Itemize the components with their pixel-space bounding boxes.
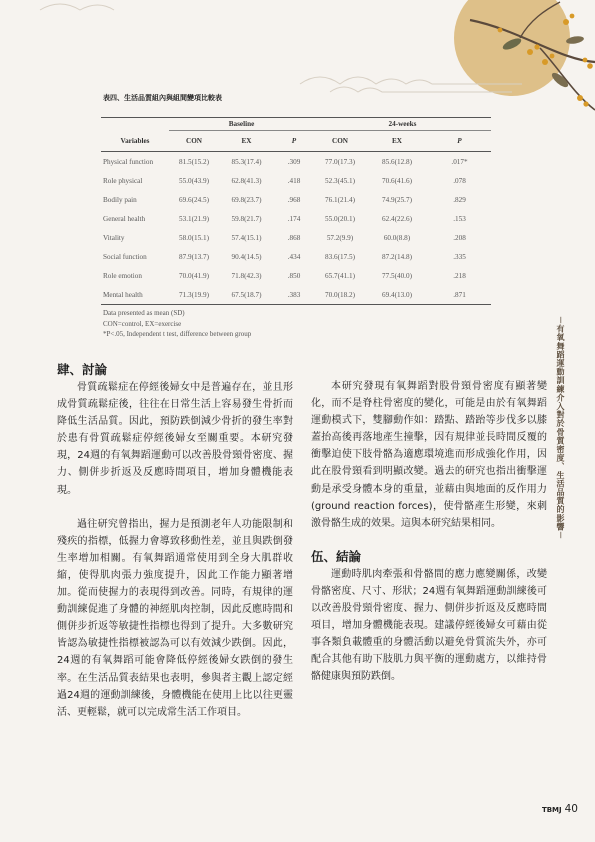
table-cell: .829	[453, 195, 466, 204]
body-paragraph: 運動時肌肉牽張和骨骼間的應力應變關係，改變骨骼密度、尺寸、形狀；24週有氧舞蹈運動訓練後可以改善股骨頸骨密度、握力、側併步折返及反應時間項目，增加身體機能表現。建議停經後婦女可藉由從事各類負載體重的身體活動以避免骨質流失外，亦可配合其他有助下肢肌力與平衡的運動處方，以維持骨骼健康與預防跌倒。	[311, 568, 547, 683]
table-row	[101, 285, 491, 305]
quality-of-life-table-block	[101, 93, 491, 340]
table-cell: .153	[453, 214, 466, 223]
table-cell: 55.0(43.9)	[179, 176, 209, 185]
table-row	[101, 171, 491, 190]
quality-of-life-table	[101, 117, 491, 305]
table-cell: .871	[428, 285, 491, 305]
table-cell: 71.8(42.3)	[231, 271, 262, 280]
table-cell: 62.8(41.3)	[231, 176, 262, 185]
table-cell: 57.2(9.9)	[326, 233, 354, 242]
running-title-vertical: －有氧舞蹈運動訓練介入對於骨質密度、生活品質的影響－	[556, 316, 565, 540]
table-cell: General health	[103, 214, 146, 223]
table-row	[101, 266, 491, 285]
table-cell: Role physical	[103, 176, 143, 185]
table-cell: 70.6(41.6)	[382, 176, 412, 185]
table-cell: 59.8(21.7)	[231, 214, 262, 223]
table-cell: 70.0(18.2)	[314, 285, 366, 305]
table-note: CON=control, EX=exercise	[103, 319, 182, 328]
table-cell: 77.5(40.0)	[382, 271, 412, 280]
table-cell: .850	[287, 271, 301, 280]
table-row	[101, 190, 491, 209]
table-cell: 65.7(41.1)	[325, 271, 355, 280]
table-cell: 85.6(12.8)	[382, 157, 412, 166]
table-cell: 74.9(25.7)	[382, 195, 412, 204]
column-header: CON	[169, 131, 219, 152]
table-cell: 83.6(17.5)	[325, 252, 355, 261]
group-header-24-weeks: 24-weeks	[314, 118, 491, 131]
table-row	[101, 209, 491, 228]
cloud-decoration	[40, 4, 522, 92]
table-cell: .335	[453, 252, 466, 261]
table-cell: .078	[453, 176, 466, 185]
page-footer	[542, 803, 578, 815]
body-paragraph: 本研究發現有氧舞蹈對股骨頸骨密度有顯著變化，而不是脊柱骨密度的變化，可能是由於有氧舞蹈運動模式下，雙腳動作如：踏點、踏跆等步伐多以膝蓋抬高後再落地產生撞擊，因有規律並長時間反覆的衝擊迫使下肢骨骼為適應環境進而形成強化作用，因此在股骨頸看到明顯改變。過去的研究也指出衝擊運動是承受身體本身的重量，並藉由與地面的反作用力(ground reaction forces)，使骨骼產生形變，來刺激骨骼生成的效果。這與本研究結果相同。	[311, 381, 547, 529]
journal-brand: TBMJ	[541, 806, 562, 814]
table-cell: 55.0(20.1)	[325, 214, 355, 223]
table-cell: .174	[287, 214, 301, 223]
table-cell: 62.4(22.6)	[382, 214, 412, 223]
table-cell: 57.4(15.1)	[231, 233, 262, 242]
right-text-column	[311, 378, 547, 686]
table-cell: .309	[287, 157, 301, 166]
column-header: P	[428, 131, 491, 152]
table-corner	[101, 118, 169, 131]
table-cell: 71.3(19.9)	[169, 285, 219, 305]
table-note: *P<.05, Independent t test, difference between group	[103, 330, 252, 338]
table-cell: Bodily pain	[103, 195, 137, 204]
table-notes	[101, 308, 491, 340]
page-number: 40	[564, 803, 578, 815]
table-cell: 81.5(15.2)	[179, 157, 209, 166]
table-cell: 69.8(23.7)	[231, 195, 262, 204]
column-header: EX	[366, 131, 428, 152]
table-cell: Vitality	[103, 233, 125, 242]
group-header-baseline: Baseline	[169, 118, 314, 131]
table-caption: 表四、生活品質組內與組間變項比較表	[103, 94, 222, 102]
table-cell: 60.0(8.8)	[383, 233, 411, 242]
table-cell: .418	[287, 176, 301, 185]
column-header: EX	[219, 131, 274, 152]
table-cell: 69.4(13.0)	[366, 285, 428, 305]
column-header: P	[274, 131, 314, 152]
table-cell: .383	[274, 285, 314, 305]
table-cell: .434	[287, 252, 301, 261]
table-cell: .208	[453, 233, 466, 242]
table-cell: 77.0(17.3)	[325, 157, 355, 166]
table-row	[101, 247, 491, 266]
table-cell: 70.0(41.9)	[179, 271, 209, 280]
body-paragraph: 過往研究曾指出，握力是預測老年人功能限制和殘疾的指標，低握力會導致移動性差，並且與跌倒發生率增加相關。有氧舞蹈通常使用到全身大肌群收縮，使得肌肉張力強度提升，因此工作能力顯著增加。從而使握力的表現得到改善。同時，有規律的運動訓練促進了身體的神經肌肉控制，因此反應時間和側併步折返等敏捷性指標也得到了提升。大多數研究皆認為敏捷性指標被認為可以有效減少跌倒。因此，24週的有氧舞蹈可能會降低停經後婦女跌倒的發生率。在生活品質表結果也表明，參與者主觀上認定經過24週的運動訓練後，身體機能在使用上比以往更靈活、更輕鬆，就可以完成常生活工作項目。	[57, 518, 293, 718]
table-row	[101, 228, 491, 247]
left-text-column	[57, 362, 293, 721]
table-cell: 85.3(17.4)	[231, 157, 262, 166]
table-cell: 87.9(13.7)	[179, 252, 209, 261]
column-header: CON	[314, 131, 366, 152]
section-heading-conclusion: 伍、結論	[311, 548, 362, 564]
table-note: Data presented as mean (SD)	[103, 309, 185, 317]
table-cell: .868	[287, 233, 301, 242]
column-header: Variables	[101, 131, 169, 152]
table-cell: 69.6(24.5)	[179, 195, 209, 204]
table-cell: 90.4(14.5)	[231, 252, 262, 261]
table-cell: .017*	[451, 157, 468, 166]
table-cell: .218	[453, 271, 466, 280]
table-cell: 58.0(15.1)	[179, 233, 209, 242]
table-row	[101, 152, 491, 172]
table-cell: Mental health	[101, 285, 169, 305]
table-cell: 53.1(21.9)	[179, 214, 209, 223]
table-cell: 87.2(14.8)	[382, 252, 412, 261]
table-cell: 67.5(18.7)	[219, 285, 274, 305]
table-cell: Social function	[103, 252, 147, 261]
table-cell: Role emotion	[103, 271, 142, 280]
table-cell: 76.1(21.4)	[325, 195, 355, 204]
table-cell: .968	[287, 195, 301, 204]
body-paragraph: 骨質疏鬆症在停經後婦女中是普遍存在，並且形成骨質疏鬆症後，往往在日常生活上容易發生骨折而降低生活品質。因此，預防跌倒減少骨折的發生率對於患有骨質疏鬆症停經後婦女至關重要。本研究發現，24週的有氧舞蹈運動可以改善股骨頸骨密度、握力、側併步折返及反應時間項目，增加身體機能表現。	[57, 382, 293, 496]
section-heading-discussion: 肆、討論	[57, 362, 108, 377]
table-cell: Physical function	[103, 157, 154, 166]
table-cell: 52.3(45.1)	[325, 176, 355, 185]
